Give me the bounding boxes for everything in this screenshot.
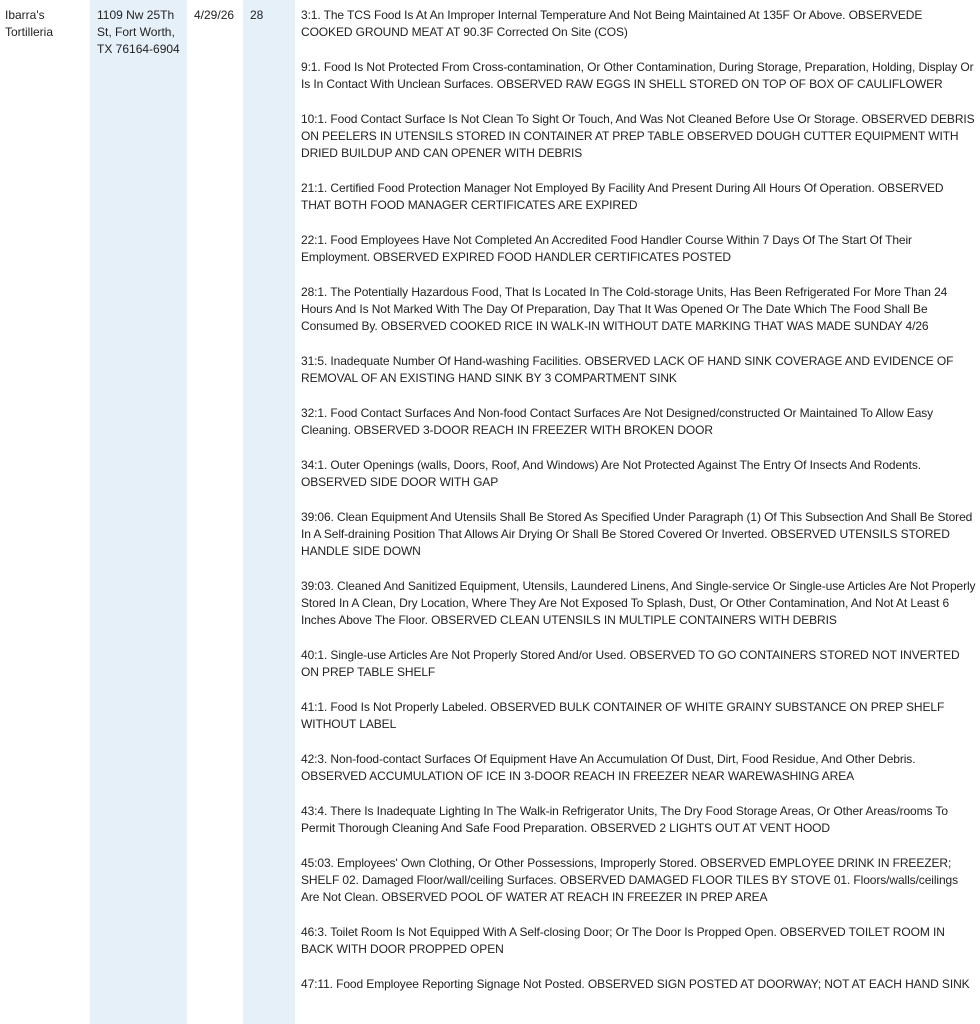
violation-item: 21:1. Certified Food Protection Manager Not Employed By Facility And Present During All Hours Of Operation. OBSERVED THAT BOTH FOOD MANAGER CERTIFICATES ARE EXPIRED [301,181,944,212]
violation-item: 22:1. Food Employees Have Not Completed An Accredited Food Handler Course Within 7 Days Of The Start Of Their Employment. OBSERVED EXPIRED FOOD HANDLER CERTIFICATES POSTED [301,233,912,264]
violation-item: 28:1. The Potentially Hazardous Food, That Is Located In The Cold-storage Units, Has Been Refrigerated For More Than 24 Hours And Is Not Marked With The Day Of Preparation, Day That It Was Opened Or The Date Which The Food Shall Be Consumed By. OBSERVED COOKED RICE IN WALK-IN WITHOUT DATE MARKING THAT WAS MADE SUNDAY 4/26 [301,285,948,333]
violation-item: 34:1. Outer Openings (walls, Doors, Roof, And Windows) Are Not Protected Against The Entry Of Insects And Rodents. OBSERVED SIDE DOOR WITH GAP [301,458,922,489]
violation-item: 31:5. Inadequate Number Of Hand-washing Facilities. OBSERVED LACK OF HAND SINK COVERAGE AND EVIDENCE OF REMOVAL OF AN EXISTING HAND SINK BY 3 COMPARTMENT SINK [301,354,954,385]
establishment-name-cell [0,0,90,1024]
violation-item: 40:1. Single-use Articles Are Not Properly Stored And/or Used. OBSERVED TO GO CONTAINERS STORED NOT INVERTED ON PREP TABLE SHELF [301,648,960,679]
violation-item: 42:3. Non-food-contact Surfaces Of Equipment Have An Accumulation Of Dust, Dirt, Food Residue, And Other Debris. OBSERVED ACCUMULATION OF ICE IN 3-DOOR REACH IN FREEZER NEAR WAREWASHING AREA [301,752,916,783]
inspection-date: 4/29/26 [194,8,235,22]
violation-item: 10:1. Food Contact Surface Is Not Clean To Sight Or Touch, And Was Not Cleaned Before Use Or Storage. OBSERVED DEBRIS ON PEELERS IN UTENSILS STORED IN CONTAINER AT PREP TABLE OBSERVED DOUGH CUTTER EQUIPMENT WITH DRIED BUILDUP AND CAN OPENER WITH DEBRIS [301,112,975,160]
establishment-address: 1109 Nw 25Th St, Fort Worth, TX 76164-6904 [97,8,180,56]
address-cell [90,0,187,1024]
violation-item: 41:1. Food Is Not Properly Labeled. OBSERVED BULK CONTAINER OF WHITE GRAINY SUBSTANCE ON PREP SHELF WITHOUT LABEL [301,700,945,731]
score-cell [243,0,295,1024]
violation-item: 39:06. Clean Equipment And Utensils Shall Be Stored As Specified Under Paragraph (1) Of This Subsection And Shall Be Stored In A Self-draining Position That Allows Air Drying Or Shall Be Stored Covered Or Inverted. OBSERVED UTENSILS STORED HANDLE SIDE DOWN [301,510,973,558]
violations-cell [295,0,980,1024]
violation-item: 3:1. The TCS Food Is At An Improper Internal Temperature And Not Being Maintained At 135F Or Above. OBSERVEDE COOKED GROUND MEAT AT 90.3F Corrected On Site (COS) [301,8,923,39]
violation-item: 39:03. Cleaned And Sanitized Equipment, Utensils, Laundered Linens, And Single-service Or Single-use Articles Are Not Properly Stored In A Clean, Dry Location, Where They Are Not Exposed To Splash, Dust, Or Other Contamination, And Not At Least 6 Inches Above The Floor. OBSERVED CLEAN UTENSILS IN MULTIPLE CONTAINERS WITH DEBRIS [301,579,976,627]
violation-item: 43:4. There Is Inadequate Lighting In The Walk-in Refrigerator Units, The Dry Food Storage Areas, Or Other Areas/rooms To Permit Thorough Cleaning And Safe Food Preparation. OBSERVED 2 LIGHTS OUT AT VENT HOOD [301,804,948,835]
inspection-score: 28 [250,8,264,22]
violation-item: 46:3. Toilet Room Is Not Equipped With A Self-closing Door; Or The Door Is Propped Open. OBSERVED TOILET ROOM IN BACK WITH DOOR PROPPED OPEN [301,925,945,956]
violation-item: 32:1. Food Contact Surfaces And Non-food Contact Surfaces Are Not Designed/constructed Or Maintained To Allow Easy Cleaning. OBSERVED 3-DOOR REACH IN FREEZER WITH BROKEN DOOR [301,406,934,437]
violation-item: 45:03. Employees' Own Clothing, Or Other Possessions, Improperly Stored. OBSERVED EMPLOYEE DRINK IN FREEZER; SHELF 02. Damaged Floor/wall/ceiling Surfaces. OBSERVED DAMAGED FLOOR TILES BY STOVE 01. Floors/walls/ceilings Are Not Clean. OBSERVED POOL OF WATER AT REACH IN FREEZER IN PREP AREA [301,856,959,904]
violation-item: 9:1. Food Is Not Protected From Cross-contamination, Or Other Contamination, During Storage, Preparation, Holding, Display Or Is In Contact With Unclean Surfaces. OBSERVED RAW EGGS IN SHELL STORED ON TOP OF BOX OF CAULIFLOWER [301,60,974,91]
establishment-name: Ibarra's Tortilleria [5,8,54,39]
violation-item: 47:11. Food Employee Reporting Signage Not Posted. OBSERVED SIGN POSTED AT DOORWAY; NOT AT EACH HAND SINK [301,977,970,991]
inspection-date-cell [187,0,243,1024]
